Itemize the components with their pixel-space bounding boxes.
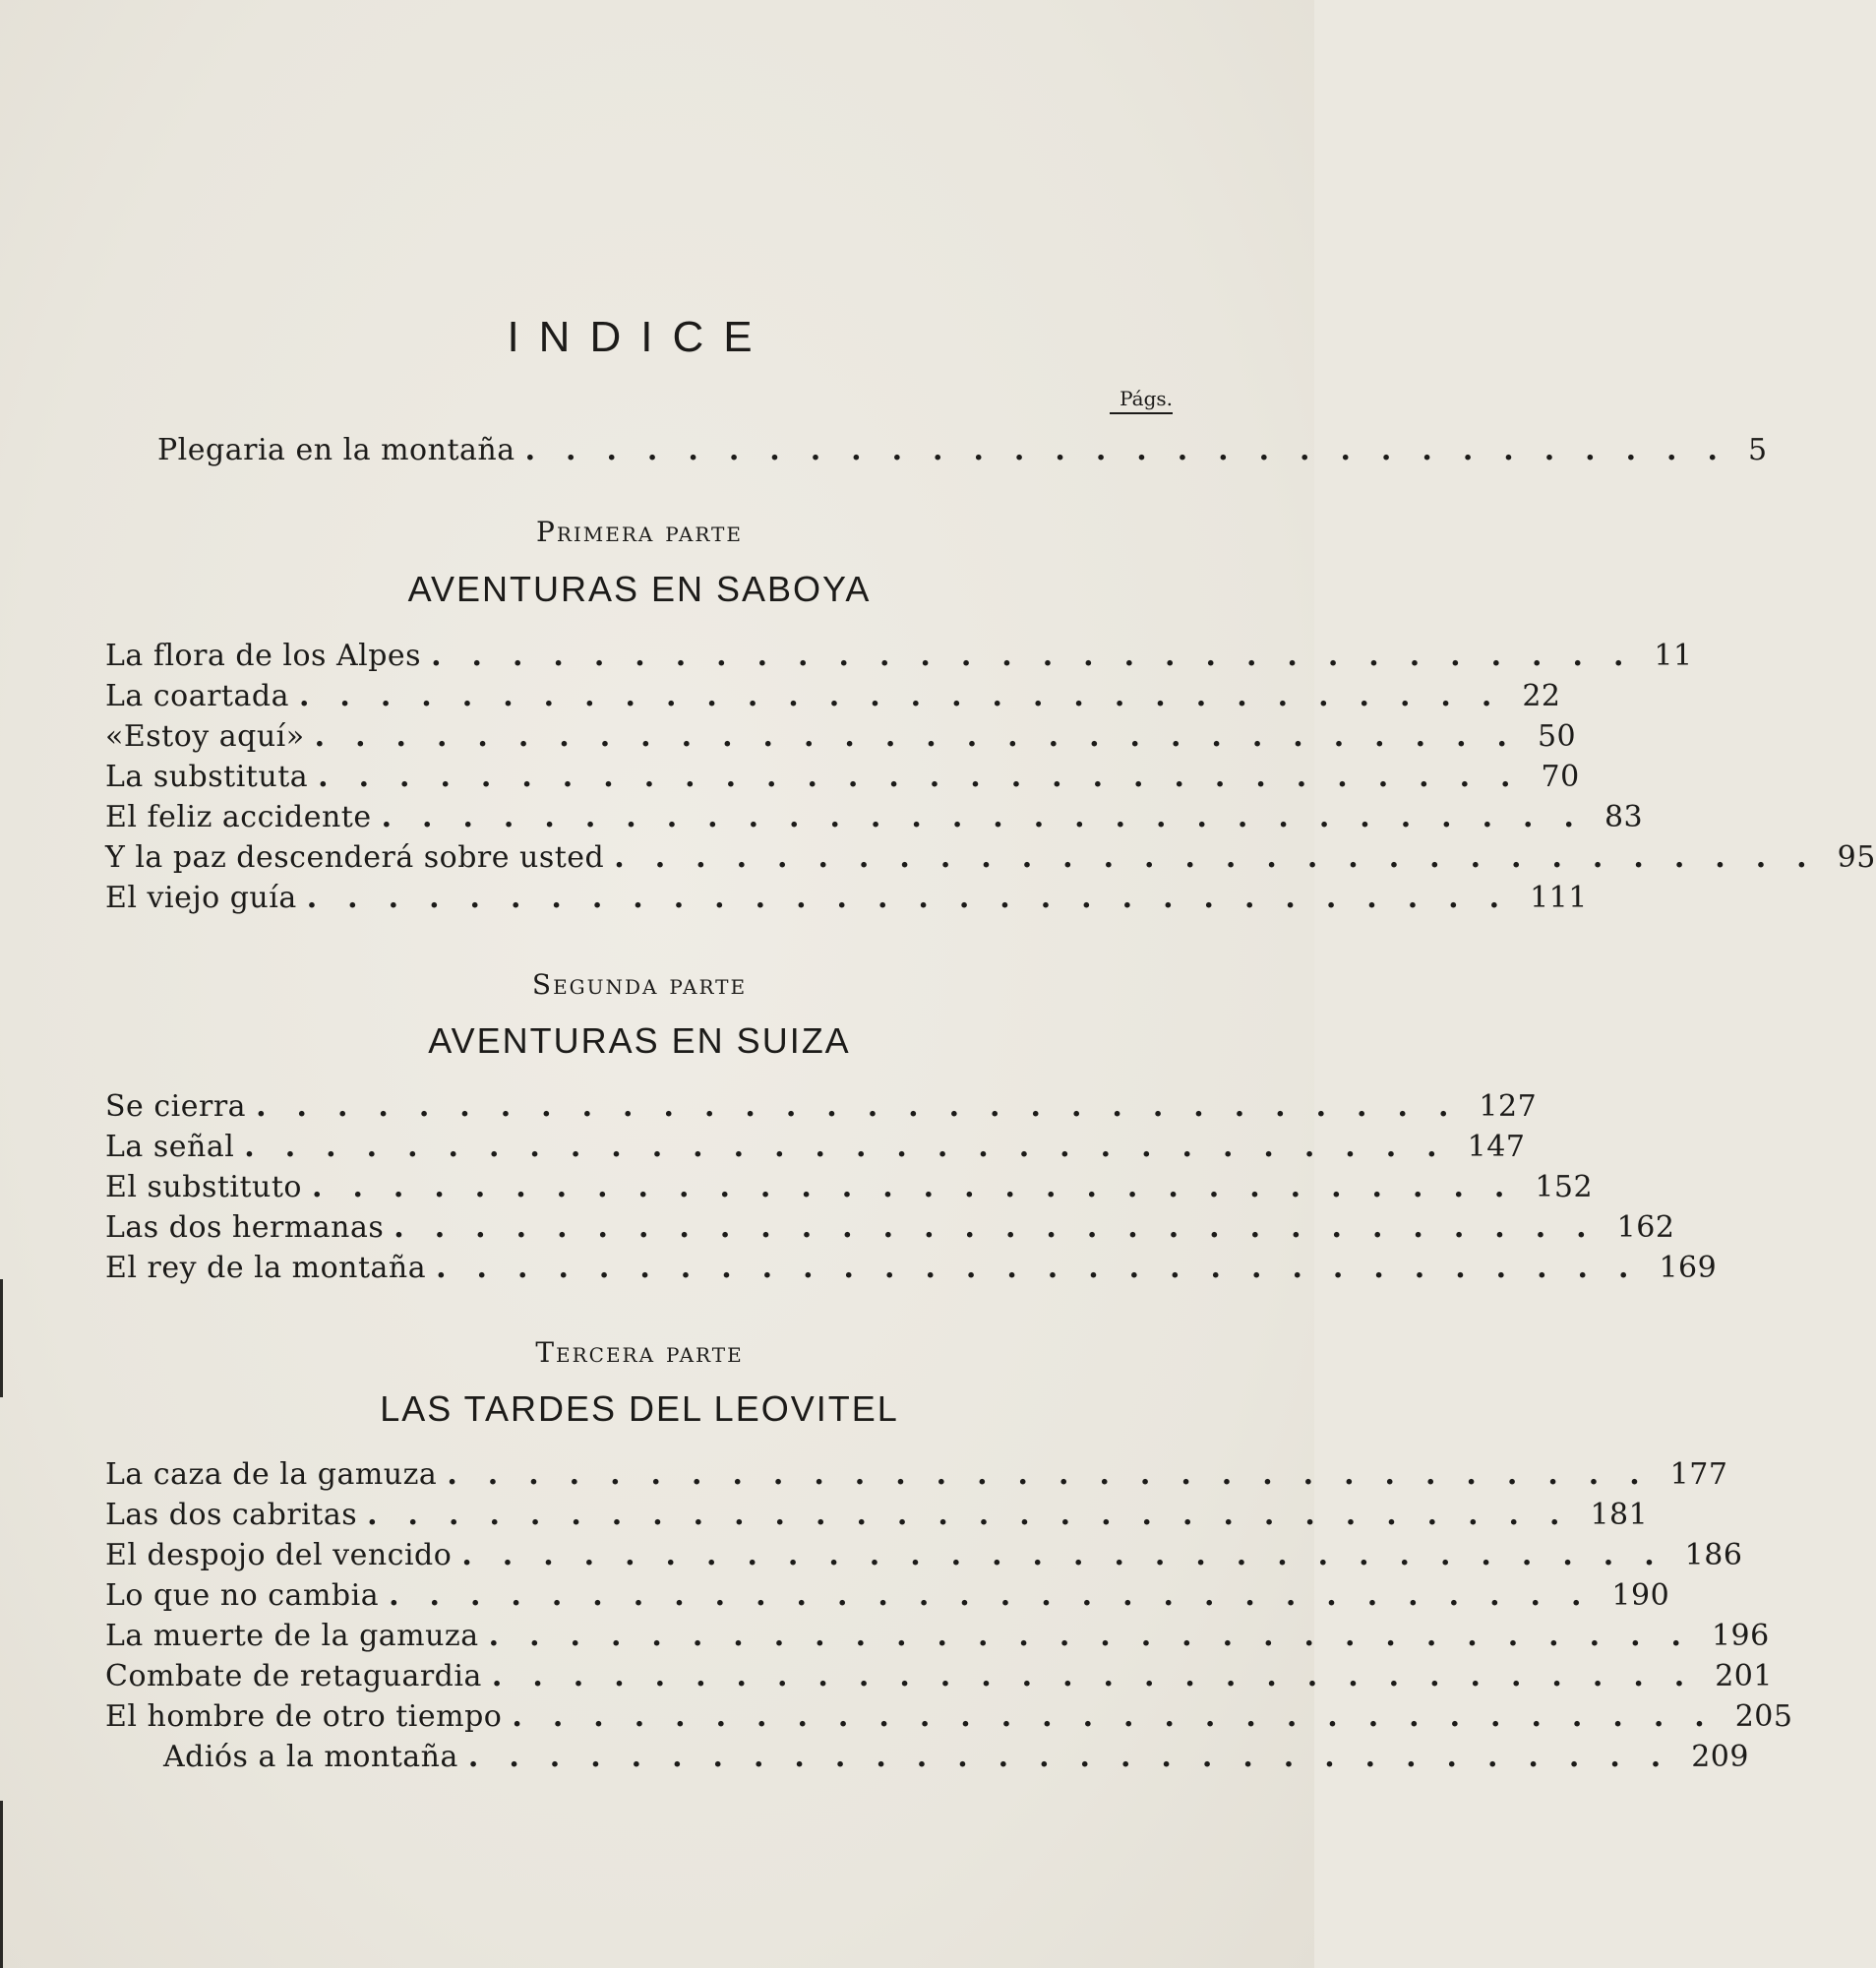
entry-page: 83 bbox=[1604, 800, 1644, 834]
entry-title: Y la paz descenderá sobre usted bbox=[105, 840, 605, 875]
entry-page: 186 bbox=[1684, 1538, 1743, 1572]
toc-entry[interactable] bbox=[105, 760, 1580, 801]
dot-leader: .............................. bbox=[244, 1130, 1468, 1164]
toc-entry[interactable] bbox=[105, 1170, 1594, 1211]
entry-title: Plegaria en la montaña bbox=[157, 433, 515, 467]
toc-entry[interactable] bbox=[105, 1251, 1718, 1292]
dot-leader: .............................. bbox=[447, 1457, 1670, 1492]
toc-entry[interactable] bbox=[105, 840, 1876, 882]
index-title: INDICE bbox=[507, 313, 772, 361]
entry-title: Las dos cabritas bbox=[105, 1498, 358, 1532]
toc-entry[interactable] bbox=[105, 719, 1577, 761]
toc-entry[interactable] bbox=[105, 1130, 1526, 1171]
dot-leader: .............................. bbox=[614, 840, 1838, 875]
entry-page: 22 bbox=[1522, 679, 1561, 713]
entry-page: 50 bbox=[1537, 719, 1577, 754]
entry-title: La señal bbox=[105, 1130, 235, 1164]
entry-page: 177 bbox=[1669, 1457, 1728, 1492]
entry-title: La caza de la gamuza bbox=[105, 1457, 438, 1492]
part-title: LAS TARDES DEL LEOVITEL bbox=[380, 1388, 899, 1429]
entry-title: El hombre de otro tiempo bbox=[105, 1699, 503, 1734]
dot-leader: .............................. bbox=[312, 1170, 1536, 1204]
dot-leader: .............................. bbox=[256, 1089, 1480, 1124]
entry-title: El viejo guía bbox=[105, 881, 297, 915]
entry-title: La muerte de la gamuza bbox=[105, 1619, 479, 1653]
entry-title: Lo que no cambia bbox=[105, 1578, 380, 1613]
toc-entry[interactable] bbox=[105, 1457, 1728, 1499]
dot-leader: .............................. bbox=[314, 719, 1538, 754]
dot-leader: .............................. bbox=[524, 433, 1748, 467]
entry-title: Se cierra bbox=[105, 1089, 247, 1124]
entry-title: El feliz accidente bbox=[105, 800, 372, 834]
toc-entry[interactable] bbox=[105, 1538, 1743, 1579]
dot-leader: .............................. bbox=[461, 1538, 1685, 1572]
dot-leader: .............................. bbox=[306, 881, 1531, 915]
dot-leader: .............................. bbox=[367, 1498, 1591, 1532]
entry-page: 162 bbox=[1616, 1210, 1675, 1245]
entry-page: 111 bbox=[1530, 881, 1588, 915]
entry-page: 205 bbox=[1734, 1699, 1793, 1734]
toc-entry[interactable] bbox=[105, 1578, 1670, 1620]
dot-leader: .............................. bbox=[491, 1659, 1716, 1693]
dot-leader: .............................. bbox=[436, 1251, 1660, 1285]
entry-title: La flora de los Alpes bbox=[105, 639, 422, 673]
entry-title: La substituta bbox=[105, 760, 309, 794]
entry-title: El rey de la montaña bbox=[105, 1251, 427, 1285]
toc-entry[interactable] bbox=[105, 1619, 1770, 1660]
dot-leader: .............................. bbox=[467, 1740, 1692, 1774]
toc-entry[interactable] bbox=[105, 1699, 1793, 1741]
entry-title: Las dos hermanas bbox=[105, 1210, 385, 1245]
dot-leader: .............................. bbox=[431, 639, 1655, 673]
part-heading: Tercera parte bbox=[535, 1336, 744, 1369]
toc-entry[interactable] bbox=[105, 1498, 1649, 1539]
entry-page: 147 bbox=[1467, 1130, 1526, 1164]
part-heading: Primera parte bbox=[536, 516, 743, 548]
entry-title: La coartada bbox=[105, 679, 289, 713]
part-heading: Segunda parte bbox=[531, 968, 748, 1001]
toc-entry[interactable] bbox=[105, 1089, 1538, 1131]
toc-entry[interactable] bbox=[157, 433, 1768, 474]
toc-entry[interactable] bbox=[105, 800, 1644, 841]
dot-leader: .............................. bbox=[512, 1699, 1735, 1734]
toc-entry[interactable] bbox=[105, 1210, 1675, 1252]
entry-page: 201 bbox=[1715, 1659, 1773, 1693]
dot-leader: .............................. bbox=[488, 1619, 1712, 1653]
entry-title: El substituto bbox=[105, 1170, 302, 1204]
pages-column-label: Págs. bbox=[1110, 387, 1173, 414]
entry-title: Adiós a la montaña bbox=[163, 1740, 458, 1774]
entry-title: El despojo del vencido bbox=[105, 1538, 453, 1572]
entry-page: 169 bbox=[1659, 1251, 1718, 1285]
part-title: AVENTURAS EN SABOYA bbox=[407, 569, 872, 609]
entry-page: 152 bbox=[1535, 1170, 1594, 1204]
entry-page: 196 bbox=[1711, 1619, 1770, 1653]
dot-leader: .............................. bbox=[298, 679, 1523, 713]
entry-page: 190 bbox=[1611, 1578, 1670, 1613]
entry-page: 209 bbox=[1691, 1740, 1749, 1774]
dot-leader: .............................. bbox=[389, 1578, 1612, 1613]
toc-entry[interactable] bbox=[105, 1659, 1773, 1700]
part-title: AVENTURAS EN SUIZA bbox=[428, 1020, 851, 1061]
entry-page: 70 bbox=[1541, 760, 1580, 794]
entry-title: «Estoy aquí» bbox=[105, 719, 305, 754]
dot-leader: .............................. bbox=[318, 760, 1542, 794]
toc-entry[interactable] bbox=[105, 881, 1588, 922]
entry-page: 11 bbox=[1654, 639, 1693, 673]
page-edge-mark bbox=[0, 1801, 3, 1968]
entry-title: Combate de retaguardia bbox=[105, 1659, 482, 1693]
entry-page: 5 bbox=[1747, 433, 1768, 467]
entry-page: 95 bbox=[1837, 840, 1876, 875]
entry-page: 181 bbox=[1590, 1498, 1649, 1532]
dot-leader: .............................. bbox=[393, 1210, 1617, 1245]
entry-page: 127 bbox=[1479, 1089, 1538, 1124]
dot-leader: .............................. bbox=[381, 800, 1604, 834]
toc-entry[interactable] bbox=[105, 639, 1693, 680]
toc-entry[interactable] bbox=[105, 679, 1561, 720]
toc-entry[interactable] bbox=[163, 1740, 1749, 1781]
